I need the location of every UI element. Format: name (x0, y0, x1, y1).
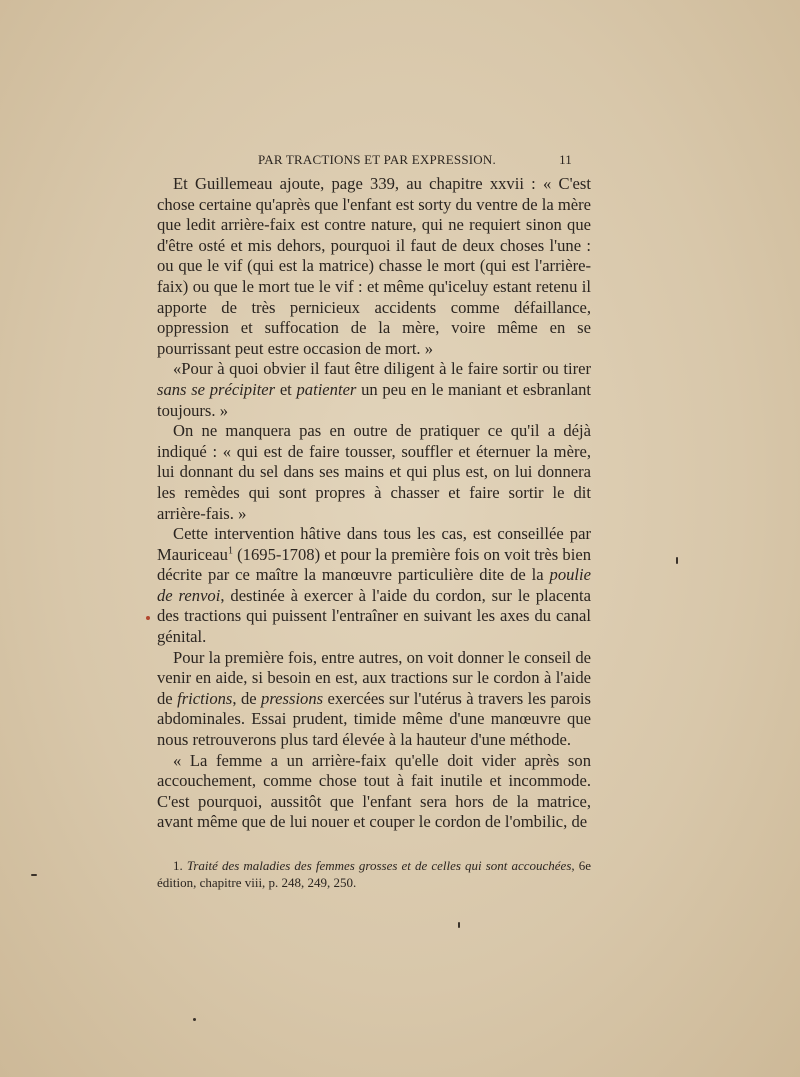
paragraph-2 (157, 359, 591, 421)
p4-emphasis: poulie de renvoi (157, 565, 591, 605)
p4-text-d: , destinée à exercer à l'aide du cordon, sur le placenta des tractions qui puissent l'entraîner en suivant les axes du canal génital. (157, 585, 591, 647)
p5-text-e: exercées sur l'utérus à travers les parois abdominales. Essai prudent, timide même d'une manœuvre que nous retrouverons plus tard élevée à la hauteur d'une méthode. (157, 688, 592, 750)
paper-speck (676, 557, 678, 564)
paragraph-3: On ne manquera pas en outre de pratiquer ce qu'il a déjà indiqué : « qui est de faire tousser, souffler et éternuer la mère, lui donnant du sel dans ses mains et qui plus est, on lui donnera les remèdes qui sont propres à chasser et faire sortir le dit arrière-fais. » (157, 421, 591, 523)
paragraph-1: Et Guillemeau ajoute, page 339, au chapitre xxvii : « C'est chose certaine qu'après que l'enfant est sorty du ventre de la mère que ledit arrière-faix est contre nature, qui ne requiert sinon que d'être osté et mis dehors, pourquoi il faut de deux choses l'une : ou que le vif (qui est la matrice) chasse le mort (qui est l'arrière-faix) ou que le mort tue le vif : et même qu'iceluy estant retenu il apporte de très pernicieux accidents comme défaillance, oppression et suffocation de la mère, voire même en se pourrissant peut estre occasion de mort. » (157, 174, 592, 358)
p2-emphasis-1: sans se précipiter (157, 379, 276, 399)
p5-emphasis-1: frictions (177, 688, 233, 708)
paper-speck (31, 874, 37, 876)
paper-speck (193, 1018, 196, 1021)
p5-text-a: Pour la première fois, entre autres, on voit donner le conseil de venir en aide, si besoin en est, aux tractions sur le cordon à l'aide de (157, 647, 591, 708)
p5-emphasis-2: pressions (261, 688, 324, 708)
p2-emphasis-2: patienter (296, 379, 357, 399)
body-text (157, 174, 591, 833)
footnote-number: 1. (173, 858, 187, 873)
p2-text-c: et (275, 379, 297, 399)
p2-text-e: un peu en le maniant et esbranlant toujours. » (157, 379, 591, 420)
paragraph-6: « La femme a un arrière-faix qu'elle doit vider après son accouchement, comme chose tout à fait inutile et incommode. C'est pourquoi, aussitôt que l'enfant sera hors de la matrice, avant même que de lui nouer et couper le cordon de l'ombilic, de (157, 750, 591, 832)
page-number: 11 (559, 152, 572, 167)
p4-text-a: Cette intervention hâtive dans tous les cas, est conseillée par Mauriceau (157, 524, 591, 564)
footnote (157, 857, 591, 891)
footnote-reference: 1 (227, 545, 233, 557)
footnote-rest: , 6e édition, chapitre viii, p. 248, 249, 250. (157, 858, 591, 890)
p2-text-a: «Pour à quoi obvier il faut être diligent à le faire sortir ou tirer (173, 359, 591, 379)
paper-speck (146, 616, 150, 620)
paragraph-4 (157, 524, 591, 648)
footnote-title: Traité des maladies des femmes grosses et de celles qui sont accouchées (186, 858, 572, 873)
p4-text-b: (1695-1708) et pour la première fois on voit très bien décrite par ce maître la manœuvre particulière dite de la (157, 544, 591, 585)
p5-text-c: , de (232, 688, 262, 708)
paper-speck (458, 922, 460, 928)
footnote-text (157, 857, 591, 891)
paragraph-5 (157, 648, 591, 751)
running-title: PAR TRACTIONS ET PAR EXPRESSION. (258, 152, 496, 167)
